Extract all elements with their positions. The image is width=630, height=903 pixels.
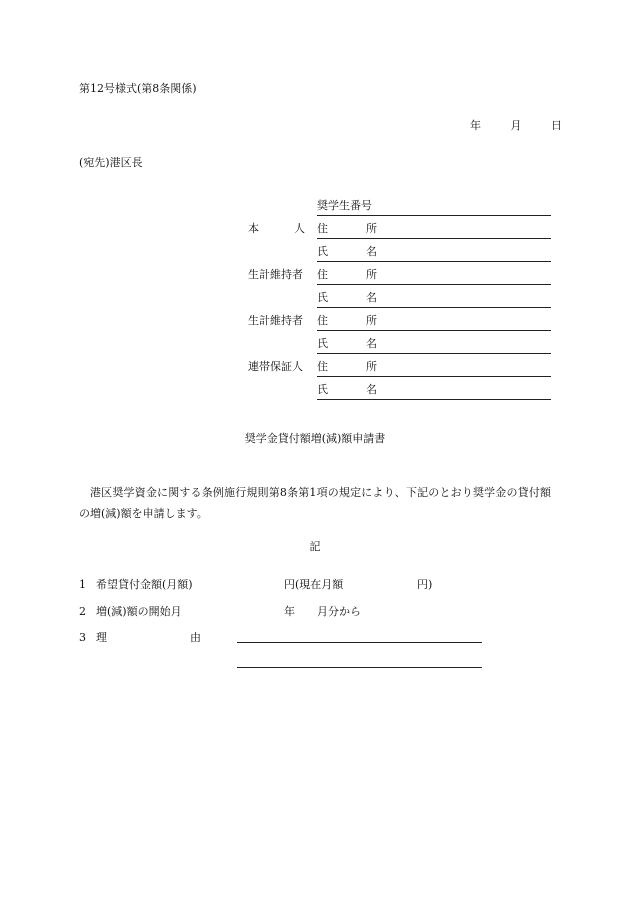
address-label-char-2: 所 bbox=[366, 314, 377, 327]
address-label-char-1: 住 bbox=[317, 360, 328, 373]
name-label-char-2: 名 bbox=[366, 245, 377, 258]
item-2-label: 増(減)額の開始月 bbox=[96, 605, 182, 618]
role-guardian-2: 生計維持者 bbox=[248, 314, 303, 327]
guardian2-address-field[interactable] bbox=[317, 314, 551, 331]
name-label-char-1: 氏 bbox=[317, 291, 328, 304]
item-2-number: 2 bbox=[79, 605, 86, 618]
ki-heading: 記 bbox=[309, 540, 321, 553]
item-3-label-char-2: 由 bbox=[190, 631, 201, 644]
application-statement: 港区奨学資金に関する条例施行規則第8条第1項の規定により、下記のとおり奨学金の貸付額の増(減)額を申請します。 bbox=[79, 486, 551, 520]
guarantor-address-field[interactable] bbox=[317, 360, 551, 377]
date-day-label: 日 bbox=[551, 119, 562, 132]
self-address-field[interactable] bbox=[317, 222, 551, 239]
name-label-char-2: 名 bbox=[366, 383, 377, 396]
item-1-label: 希望貸付金額(月額) bbox=[96, 578, 193, 591]
item-1-value-prefix: 円(現在月額 bbox=[284, 578, 344, 591]
item-3-number: 3 bbox=[79, 631, 86, 644]
address-label-char-1: 住 bbox=[317, 222, 328, 235]
guardian1-name-field[interactable] bbox=[317, 291, 551, 308]
role-self-char-1: 本 bbox=[248, 222, 259, 235]
address-label-char-2: 所 bbox=[366, 222, 377, 235]
name-label-char-1: 氏 bbox=[317, 245, 328, 258]
date-line bbox=[470, 120, 562, 131]
reason-line-2[interactable] bbox=[237, 667, 482, 668]
student-number-label: 奨学生番号 bbox=[317, 199, 372, 212]
role-self bbox=[248, 223, 305, 234]
item-2-year-label: 年 bbox=[284, 605, 295, 618]
item-2-month-label: 月分から bbox=[317, 605, 361, 618]
date-month-label: 月 bbox=[510, 119, 522, 132]
addressee: (宛先)港区長 bbox=[79, 156, 143, 169]
item-1-value-suffix: 円) bbox=[417, 578, 433, 591]
document-title: 奨学金貸付額増(減)額申請書 bbox=[244, 432, 386, 445]
address-label-char-2: 所 bbox=[366, 360, 377, 373]
address-label-char-2: 所 bbox=[366, 268, 377, 281]
name-label-char-1: 氏 bbox=[317, 337, 328, 350]
reason-line-1[interactable] bbox=[237, 642, 482, 643]
guarantor-name-field[interactable] bbox=[317, 383, 551, 400]
address-label-char-1: 住 bbox=[317, 268, 328, 281]
address-label-char-1: 住 bbox=[317, 314, 328, 327]
role-guarantor: 連帯保証人 bbox=[248, 360, 303, 373]
guardian2-name-field[interactable] bbox=[317, 337, 551, 354]
item-3-label-char-1: 理 bbox=[96, 631, 107, 644]
student-number-field[interactable] bbox=[317, 199, 551, 216]
item-1-number: 1 bbox=[79, 578, 86, 591]
guardian1-address-field[interactable] bbox=[317, 268, 551, 285]
form-number: 第12号様式(第8条関係) bbox=[79, 82, 197, 95]
name-label-char-2: 名 bbox=[366, 291, 377, 304]
self-name-field[interactable] bbox=[317, 245, 551, 262]
name-label-char-2: 名 bbox=[366, 337, 377, 350]
name-label-char-1: 氏 bbox=[317, 383, 328, 396]
date-year-label: 年 bbox=[470, 119, 481, 132]
role-guardian-1: 生計維持者 bbox=[248, 268, 303, 281]
role-self-char-2: 人 bbox=[294, 222, 305, 235]
